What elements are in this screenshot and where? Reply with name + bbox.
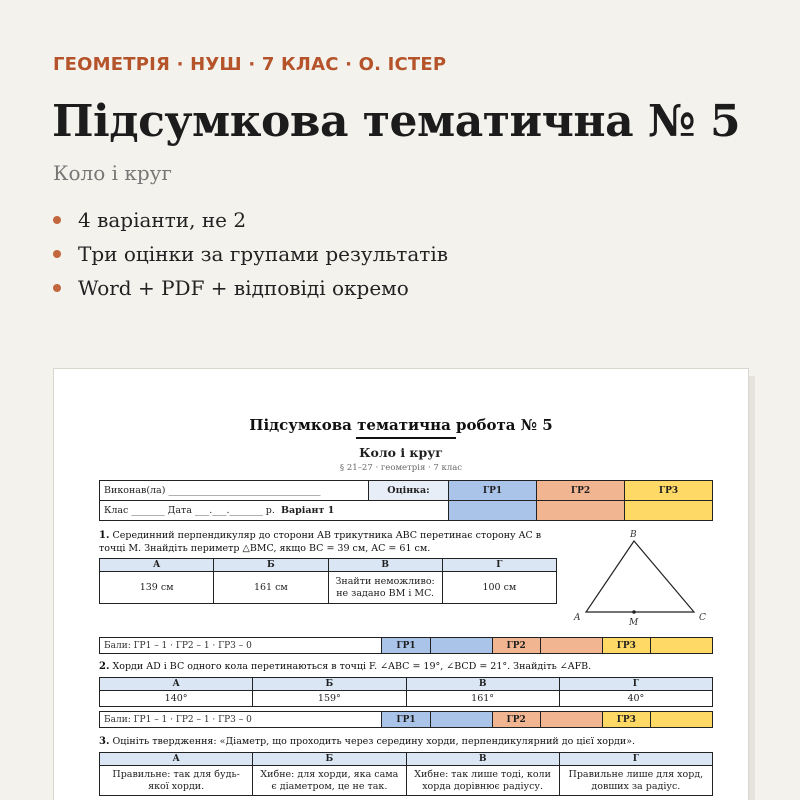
bullet-dot-icon [53,250,61,258]
answer-letter: В [328,559,442,572]
question-3-answers [99,752,713,796]
group-1-header: ГР1 [449,481,537,501]
answer-letter: А [100,559,214,572]
group-1-score-cell [430,638,492,654]
grade-label: Оцінка: [369,481,449,501]
answer-option: 161° [406,691,559,707]
page-subtitle: Коло і круг [53,161,172,185]
group-3-score-cell [650,638,712,654]
group-2-header: ГР2 [537,481,625,501]
group-3-tag: ГР3 [602,712,650,728]
score-line: Бали: ГР1 – 1 · ГР2 – 1 · ГР3 – 0 [100,712,382,728]
answer-option: Правильне лише для хорд, довших за радіус. [559,766,712,796]
worksheet-reference: § 21–27 · геометрія · 7 клас [339,463,463,473]
score-row-2 [99,711,713,728]
group-1-score-cell [430,712,492,728]
worksheet-subtitle: Коло і круг [359,445,443,460]
vertex-label: A [574,613,581,623]
question-1-answers [99,558,557,604]
group-3-tag: ГР3 [602,638,650,654]
title-underline [356,437,456,439]
answer-letter: А [100,753,253,766]
answer-letter: Г [559,753,712,766]
feature-item: Word + PDF + відповіді окремо [53,271,448,305]
answer-option: 140° [100,691,253,707]
worksheet-preview [53,368,749,800]
answer-option: Знайти неможливо: не задано BM і MC. [328,572,442,604]
score-row-1 [99,637,713,654]
score-line: Бали: ГР1 – 1 · ГР2 – 1 · ГР3 – 0 [100,638,382,654]
answer-letter: Б [214,559,328,572]
group-2-tag: ГР2 [492,712,540,728]
bullet-dot-icon [53,284,61,292]
vertex-label: C [699,613,706,623]
answer-option: 40° [559,691,712,707]
answer-option: 139 см [100,572,214,604]
feature-item: 4 варіанти, не 2 [53,203,448,237]
group-3-score-cell [650,712,712,728]
group-1-tag: ГР1 [382,638,430,654]
group-2-tag: ГР2 [492,638,540,654]
question-3: 3. Оцініть твердження: «Діаметр, що проходить через середину хорди, перпендикулярний до цієї хорди». [99,736,636,747]
feature-list [53,203,448,305]
group-2-score-cell [540,638,602,654]
worksheet-title: Підсумкова тематична робота № 5 [249,416,553,434]
executor-field: Виконав(ла) ________________________________ [100,481,369,501]
group-3-header: ГР3 [625,481,713,501]
question-2-answers [99,677,713,707]
answer-option: 100 см [442,572,556,604]
answer-letter: А [100,678,253,691]
group-2-score-cell [540,712,602,728]
vertex-label: B [630,530,637,540]
bullet-dot-icon [53,216,61,224]
answer-letter: Г [559,678,712,691]
answer-option: Правильне: так для будь-якої хорди. [100,766,253,796]
group-2-score-cell [537,501,625,521]
question-1: 1. Серединний перпендикуляр до сторони AB трикутника ABC перетинає сторону AC в точці M. Знайдіть периметр △BMC, якщо BC = 39 см, AC = 61 см. [99,530,542,554]
answer-option: Хибне: так лише тоді, коли хорда дорівнює радіусу. [406,766,559,796]
answer-letter: В [406,678,559,691]
group-3-score-cell [625,501,713,521]
student-header-table [99,480,713,521]
group-1-tag: ГР1 [382,712,430,728]
triangle-figure [562,529,722,629]
answer-option: 159° [253,691,406,707]
triangle-abc [586,541,694,612]
page-title: Підсумкова тематична № 5 [52,96,741,147]
kicker: ГЕОМЕТРІЯ · НУШ · 7 КЛАС · О. ІСТЕР [53,54,447,75]
answer-letter: Б [253,753,406,766]
answer-letter: В [406,753,559,766]
class-date-field: Клас _______ Дата ___.___._______ р. Варіант 1 [100,501,449,521]
group-1-score-cell [449,501,537,521]
vertex-label: M [629,618,639,628]
answer-letter: Г [442,559,556,572]
variant-label: Варіант 1 [280,505,335,516]
point-m [632,610,636,614]
answer-option: 161 см [214,572,328,604]
question-2: 2. Хорди AD і BC одного кола перетинаються в точці F. ∠ABC = 19°, ∠BCD = 21°. Знайдіть ∠AFB. [99,661,592,672]
feature-item: Три оцінки за групами результатів [53,237,448,271]
answer-option: Хибне: для хорди, яка сама є діаметром, це не так. [253,766,406,796]
answer-letter: Б [253,678,406,691]
